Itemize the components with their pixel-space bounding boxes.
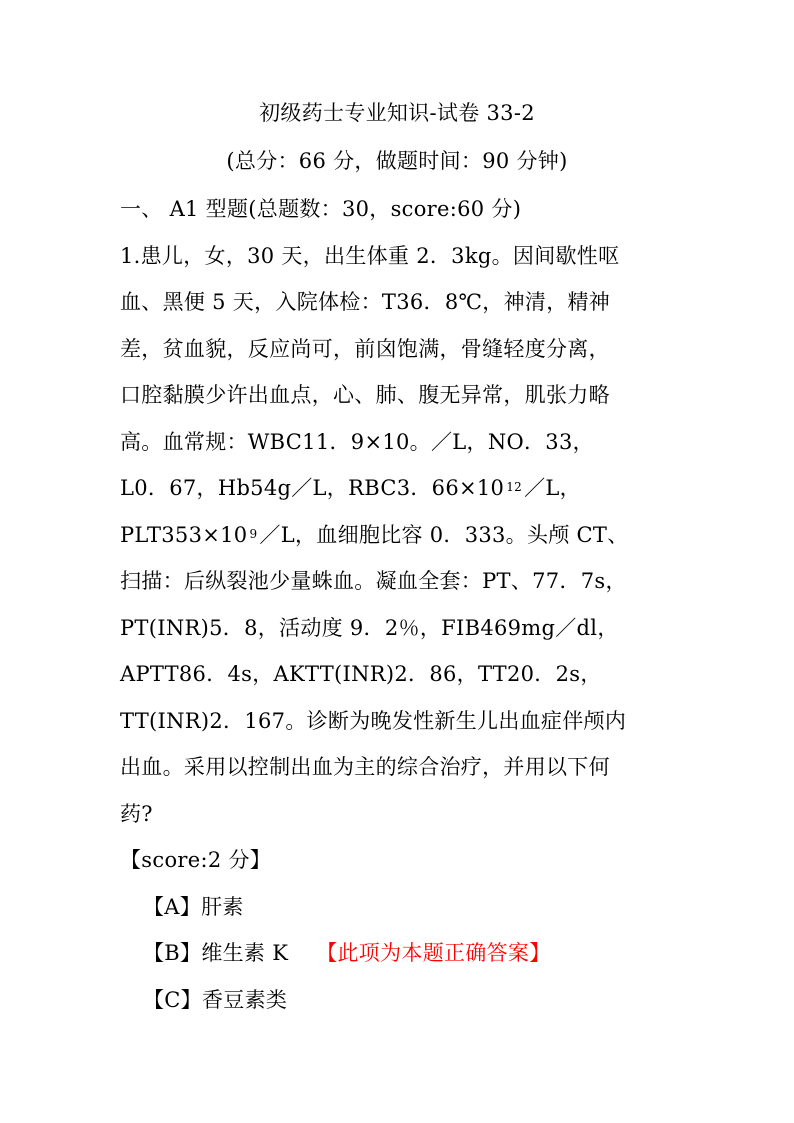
question-line: 口腔黏膜少许出血点，心、肺、腹无异常，肌张力略	[120, 383, 610, 407]
option-c: 【C】香豆素类	[143, 988, 288, 1012]
question-line: 血、黑便 5 天，入院体检：T36．8℃，神清，精神	[120, 290, 611, 314]
question-line-plt	[120, 521, 629, 552]
question-line: APTT86．4s，AKTT(INR)2．86，TT20．2s，	[120, 662, 602, 686]
question-line: 药?	[120, 802, 153, 826]
page-title: 初级药士专业知识-试卷 33-2	[259, 101, 535, 125]
page-subtitle: (总分：66 分，做题时间：90 分钟)	[226, 149, 568, 173]
plt-unit: ／L，血细胞比容 0．333。头颅 CT、	[259, 523, 629, 547]
section-heading: 一、 A1 型题(总题数：30，score:60 分)	[120, 197, 522, 221]
rbc-text: L0．67，Hb54g／L，RBC3．66×10	[120, 476, 505, 500]
question-line: TT(INR)2．167。诊断为晚发性新生儿出血症伴颅内	[120, 709, 627, 733]
option-b-label: 【B】维生素 K	[143, 941, 289, 965]
option-b	[143, 939, 551, 967]
question-line: 1.患儿，女，30 天，出生体重 2．3kg。因间歇性呕	[120, 244, 620, 268]
plt-exponent: 9	[249, 527, 258, 541]
question-line: 差，贫血貌，反应尚可，前囟饱满，骨缝轻度分离，	[120, 337, 610, 361]
question-line: PT(INR)5．8，活动度 9．2％，FIB469mg／dl，	[120, 616, 619, 640]
question-line-rbc	[120, 474, 581, 505]
correct-answer-note: 【此项为本题正确答案】	[316, 941, 551, 965]
question-line: 扫描：后纵裂池少量蛛血。凝血全套：PT、77．7s，	[120, 569, 627, 593]
rbc-unit: ／L，	[524, 476, 581, 500]
plt-text: PLT353×10	[120, 523, 248, 547]
question-line: 出血。采用以控制出血为主的综合治疗，并用以下何	[120, 755, 610, 779]
option-a: 【A】肝素	[143, 895, 244, 919]
question-score: 【score:2 分】	[120, 848, 272, 872]
rbc-exponent: 12	[506, 480, 523, 494]
question-line: 高。血常规：WBC11．9×10。／L，NO．33，	[120, 430, 594, 454]
